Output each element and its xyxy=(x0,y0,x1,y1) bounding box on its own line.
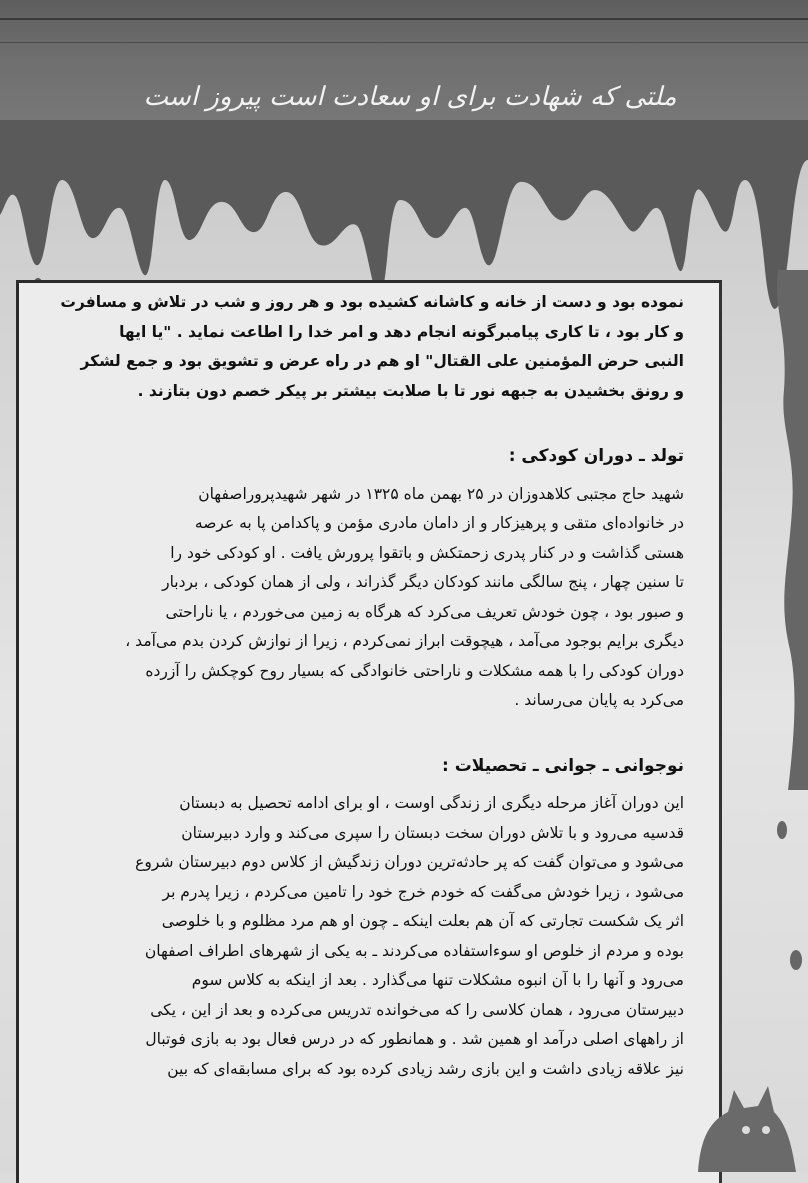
body-line: و صبور بود ، چون خودش تعریف می‌کرد که هرگاه به زمین می‌خوردم ، یا ناراحتی xyxy=(165,602,684,621)
intro-line: نموده بود و دست از خانه و کاشانه کشیده بود و هر روز و شب در تلاش و مسافرت xyxy=(60,293,684,311)
body-line: می‌شود ، زیرا خودش می‌گفت که خودم خرج خود را تامین می‌کردم ، زیرا پدرم بر xyxy=(162,882,684,901)
body-line: می‌کرد به پایان می‌رساند . xyxy=(514,691,684,709)
body-line: قدسیه می‌رود و با تلاش دوران سخت دبستان را سپری می‌کند و وارد دبیرستان xyxy=(181,823,684,842)
intro-paragraph xyxy=(40,288,684,406)
body-line: دبیرستان می‌رود ، همان کلاسی را که می‌خوانده تدریس می‌کرده و بعد از این ، یکی xyxy=(150,1000,684,1019)
drop-shape xyxy=(790,950,802,970)
body-line: هستی گذاشت و در کنار پدری زحمتکش و باتقوا پرورش یافت . او کودکی خود را xyxy=(170,543,684,562)
section-birth-paragraph xyxy=(40,480,684,716)
body-line: این دوران آغاز مرحله دیگری از زندگی اوست ، او برای ادامه تحصیل به دبستان xyxy=(179,794,684,812)
body-line: می‌شود و می‌توان گفت که پر حادثه‌ترین دوران زندگیش از کلاس دوم دبیرستان شروع xyxy=(135,853,684,871)
body-line: نیز علاقه زیادی داشت و این بازی رشد زیادی کرده بود که برای مسابقه‌ای که بین xyxy=(167,1059,684,1078)
section-heading-youth: نوجوانی ـ جوانی ـ تحصیلات : xyxy=(441,755,684,776)
cat-eye xyxy=(742,1126,750,1134)
body-line: دیگری برایم بوجود می‌آمد ، هیچوقت ابراز نمی‌کردم ، زیرا از نوازش کردن بدم می‌آمد ، xyxy=(125,632,684,650)
article-body xyxy=(40,288,684,1084)
cat-eye xyxy=(762,1126,770,1134)
body-line: اثر یک شکست تجارتی که آن هم بعلت اینکه ـ چون او هم مرد مظلوم و با خلوصی xyxy=(161,912,684,930)
section-heading-birth: تولد ـ دوران کودکی : xyxy=(508,446,684,466)
slogan-text: ملتی که شهادت برای او سعادت است پیروز است xyxy=(143,82,677,112)
body-line: بوده و مردم از خلوص او سوءاستفاده می‌کردند ـ به یکی از شهرهای اطراف اصفهان xyxy=(144,941,684,960)
intro-line: و کار بود ، تا کاری پیامبرگونه انجام دهد و امر خدا را اطاعت نماید . "یا ایها xyxy=(119,322,684,341)
body-line: شهید حاج مجتبی کلاهدوزان در ۲۵ بهمن ماه ۱۳۲۵ در شهر شهیدپروراصفهان xyxy=(198,484,684,503)
body-line: از راههای اصلی درآمد او همین شد . و همانطور که در درس فعال بود به بازی فوتبال xyxy=(145,1030,684,1048)
body-line: در خانواده‌ای متقی و پرهیزکار و از دامان مادری مؤمن و پاکدامن پا به عرصه xyxy=(194,514,684,532)
intro-line: النبی حرض المؤمنین علی القتال" او هم در راه عرض و تشویق بود و جمع لشکر xyxy=(80,352,684,370)
cat-illustration xyxy=(688,1082,798,1172)
right-drips-decoration xyxy=(718,270,808,1172)
body-line: می‌رود و آنها را با آن انبوه مشکلات تنها می‌گذارد . بعد از اینکه به کلاس سوم xyxy=(191,971,684,989)
body-line: تا سنین چهار ، پنج سالگی مانند کودکان دیگر گذراند ، ولی از همان کودکی ، بردبار xyxy=(162,573,684,591)
intro-line: و رونق بخشیدن به جبهه نور تا با صلابت بیشتر بر پیکر خصم دون بتازند . xyxy=(137,381,684,400)
section-youth-paragraph xyxy=(40,789,684,1084)
body-line: دوران کودکی را با همه مشکلات و ناراحتی خانوادگی که بسیار روح کوچکش را آزرده xyxy=(145,661,684,680)
drop-shape xyxy=(777,821,787,839)
side-drip-shape xyxy=(777,270,808,790)
